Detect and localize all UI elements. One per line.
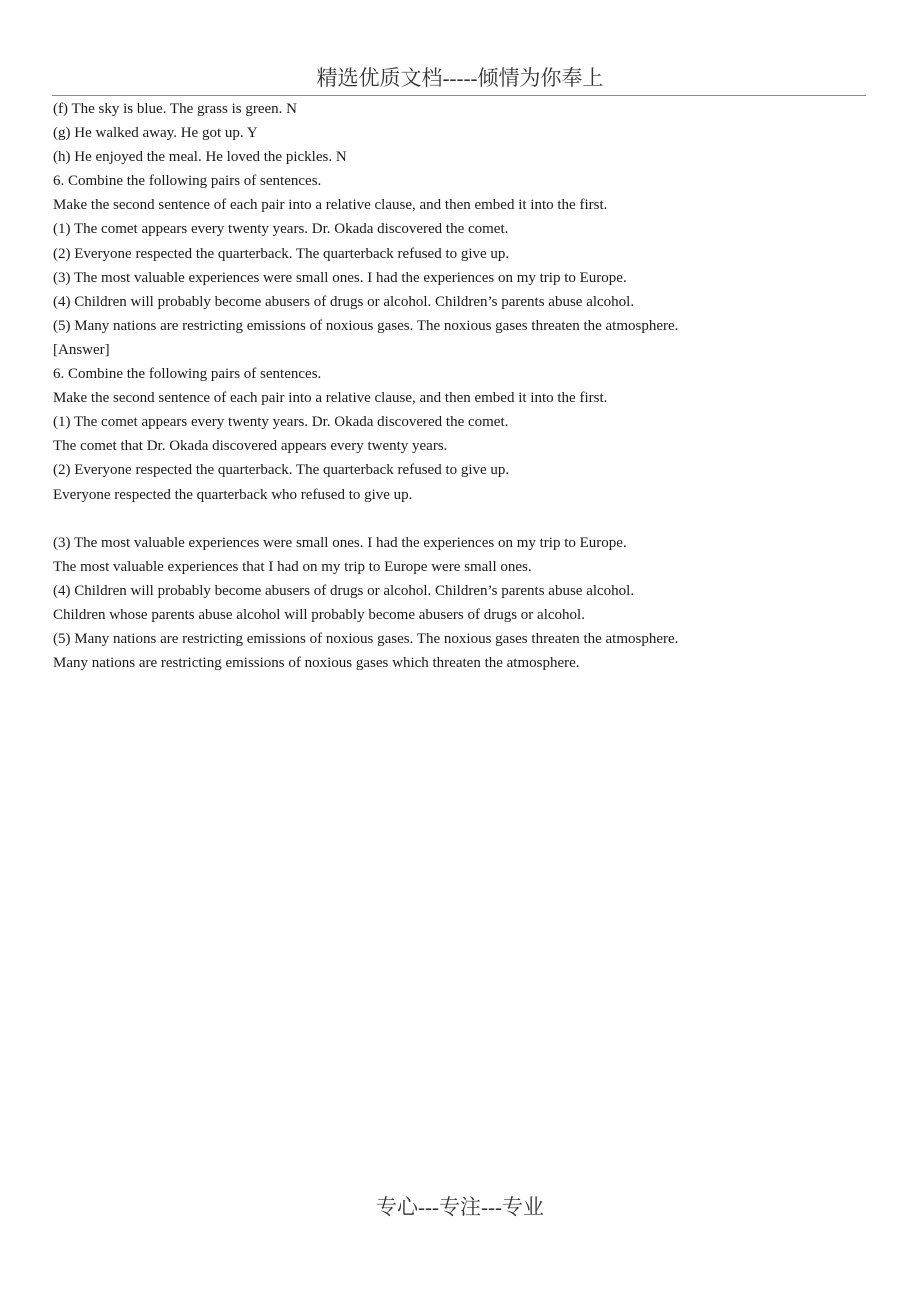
header-divider	[52, 95, 866, 96]
text-line: (1) The comet appears every twenty years. Dr. Okada discovered the comet.	[53, 414, 509, 431]
blank-line	[53, 507, 883, 531]
text-line: 6. Combine the following pairs of sentences.	[53, 366, 322, 383]
text-line: The comet that Dr. Okada discovered appears every twenty years.	[53, 438, 448, 455]
text-line: (1) The comet appears every twenty years. Dr. Okada discovered the comet.	[53, 221, 509, 238]
text-line: (f) The sky is blue. The grass is green. N	[53, 101, 297, 117]
text-line: (3) The most valuable experiences were small ones. I had the experiences on my trip to Europe.	[53, 534, 627, 551]
page-header: 精选优质文档-----倾情为你奉上	[316, 66, 604, 90]
text-line: [Answer]	[53, 341, 110, 358]
text-line: (5) Many nations are restricting emissions of noxious gases. The noxious gases threaten the atmosphere.	[53, 631, 679, 648]
text-line: 6. Combine the following pairs of sentences.	[53, 173, 322, 190]
text-line: Make the second sentence of each pair into a relative clause, and then embed it into the first.	[53, 390, 608, 407]
text-line: Make the second sentence of each pair into a relative clause, and then embed it into the first.	[53, 197, 608, 214]
text-line: (4) Children will probably become abusers of drugs or alcohol. Children’s parents abuse alcohol.	[53, 293, 635, 310]
text-line: Many nations are restricting emissions of noxious gases which threaten the atmosphere.	[53, 655, 580, 672]
text-line: Children whose parents abuse alcohol will probably become abusers of drugs or alcohol.	[53, 606, 585, 623]
text-line: (4) Children will probably become abusers of drugs or alcohol. Children’s parents abuse alcohol.	[53, 582, 635, 599]
text-line: (2) Everyone respected the quarterback. The quarterback refused to give up.	[53, 462, 510, 479]
page-footer: 专心---专注---专业	[376, 1195, 544, 1219]
text-line: (5) Many nations are restricting emissions of noxious gases. The noxious gases threaten the atmosphere.	[53, 317, 679, 334]
text-line: The most valuable experiences that I had on my trip to Europe were small ones.	[53, 558, 532, 575]
text-line: (g) He walked away. He got up. Y	[53, 125, 258, 142]
text-line: (3) The most valuable experiences were small ones. I had the experiences on my trip to Europe.	[53, 269, 627, 286]
text-line: (h) He enjoyed the meal. He loved the pickles. N	[53, 149, 347, 166]
document-body	[53, 97, 883, 675]
text-line: (2) Everyone respected the quarterback. The quarterback refused to give up.	[53, 245, 510, 262]
text-line: Everyone respected the quarterback who refused to give up.	[53, 486, 413, 503]
